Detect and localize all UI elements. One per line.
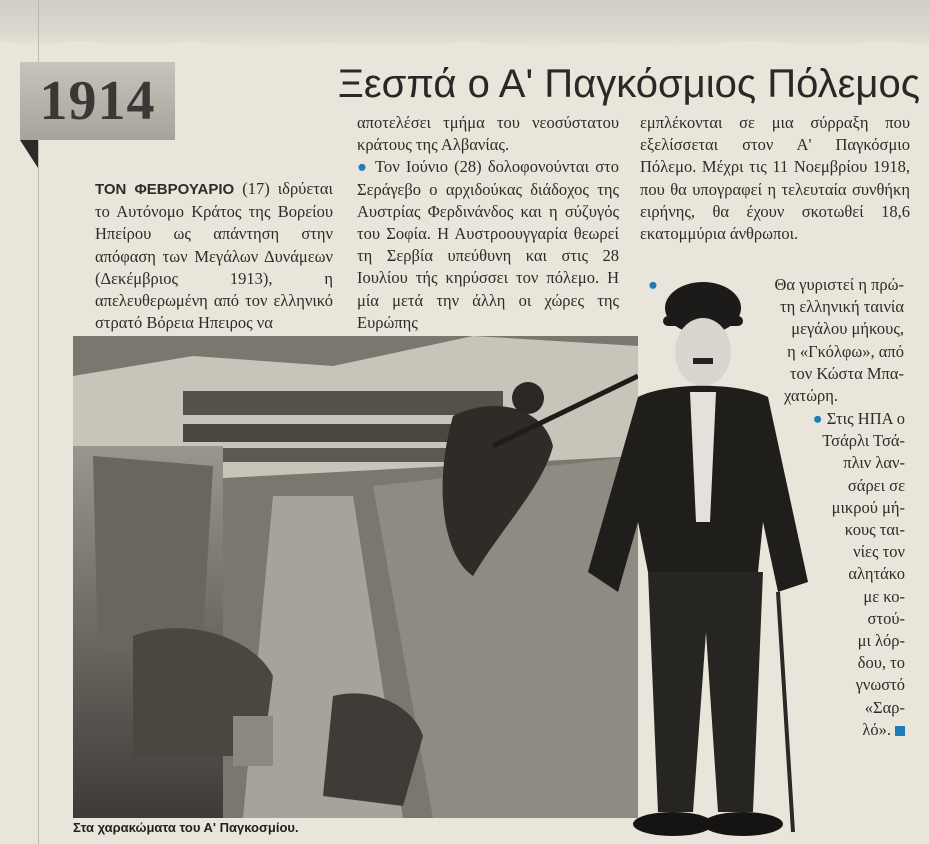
bullet-icon: ● <box>812 409 827 428</box>
wrap-line: «Σαρ- <box>864 697 905 717</box>
bullet-icon: ● <box>357 157 370 177</box>
wrap-line: δου, το <box>857 653 905 673</box>
page-title: Ξεσπά ο Α' Παγκόσμιος Πόλεμος <box>337 62 920 106</box>
year-label: 1914 <box>20 62 175 140</box>
col3-body: εμπλέκονται σε μια σύρραξη που εξελίσσεται στον Α' Παγκόσμιο Πόλεμο. Μέχρι τις 11 Νοεμβρίου 1918, που θα υπογραφεί η τελευταία συνθήκη ειρήνης, θα έχουν σκοτωθεί 18,6 εκατομμύρια άνθρωποι. <box>640 113 910 244</box>
wrap-line: στού- <box>867 608 905 628</box>
article-column-1 <box>95 178 333 334</box>
wrap-line: με κο- <box>863 586 905 606</box>
col2-body-a: αποτελέσει τμήμα του νεοσύστατου κράτους της Αλβανίας. <box>357 113 619 155</box>
article-column-3 <box>640 112 910 245</box>
wrap-line: τη ελληνική ταινία <box>779 297 904 317</box>
trench-photo <box>73 336 638 818</box>
wrap-line: γνωστό <box>855 675 905 695</box>
wrap-text-block-a <box>648 274 904 407</box>
wrap-line: λό». <box>862 719 891 739</box>
photo-caption: Στα χαρακώματα του Α' Παγκοσμίου. <box>73 820 299 835</box>
torn-paper-strip <box>0 0 929 48</box>
col2-body-b: Τον Ιούνιο (28) δολοφονούνται στο Σεράγεβο ο αρχιδούκας διάδοχος της Αυστρίας Φερδινάνδος και η σύζυγός του Σοφία. Η Αυστροουγγαρία θεωρεί τη Σερβία υπεύθυνη και στις 28 Ιουλίου τής κηρύσσει τον πόλεμο. Η μία μετά την άλλη οι χώρες της Ευρώπης <box>357 157 620 332</box>
wrap-text-block-b <box>790 408 905 741</box>
wrap-line: μεγάλου μήκους, <box>791 319 904 339</box>
lead-in: ΤΟΝ ΦΕΒΡΟΥΑΡΙΟ <box>95 181 235 198</box>
wrap-line: κους ται- <box>844 520 905 540</box>
wrap-line: σάρει σε <box>847 475 905 495</box>
wrap-line: η «Γκόλφω», από <box>787 341 904 361</box>
wrap-line: νίες τον <box>853 542 905 562</box>
wrap-line: αλητάκο <box>848 564 905 584</box>
wrap-line: Θα γυριστεί η πρώ- <box>774 275 904 294</box>
wrap-line: χατώρη. <box>783 386 839 406</box>
wrap-line: Τσάρλι Τσά- <box>822 431 905 451</box>
wrap-line: μι λόρ- <box>857 631 905 651</box>
wrap-line: Στις ΗΠΑ ο <box>826 409 905 428</box>
year-label-flap <box>20 140 38 168</box>
wrap-line: τον Κώστα Μπα- <box>789 363 904 383</box>
wrap-line: πλιν λαν- <box>843 453 905 473</box>
wrap-line: μικρού μή- <box>831 497 905 517</box>
col1-body: (17) ιδρύεται το Αυτόνομο Κράτος της Βορείου Ηπείρου ως απάντηση στην απόφαση των Μεγάλων Δυνάμεων (Δεκέμβριος 1913), η απελευθερωμένη από τον ελληνικό στρατό Βόρεια Ηπειρος να <box>95 179 333 333</box>
bullet-icon: ● <box>648 275 658 294</box>
end-mark-icon <box>895 726 905 736</box>
